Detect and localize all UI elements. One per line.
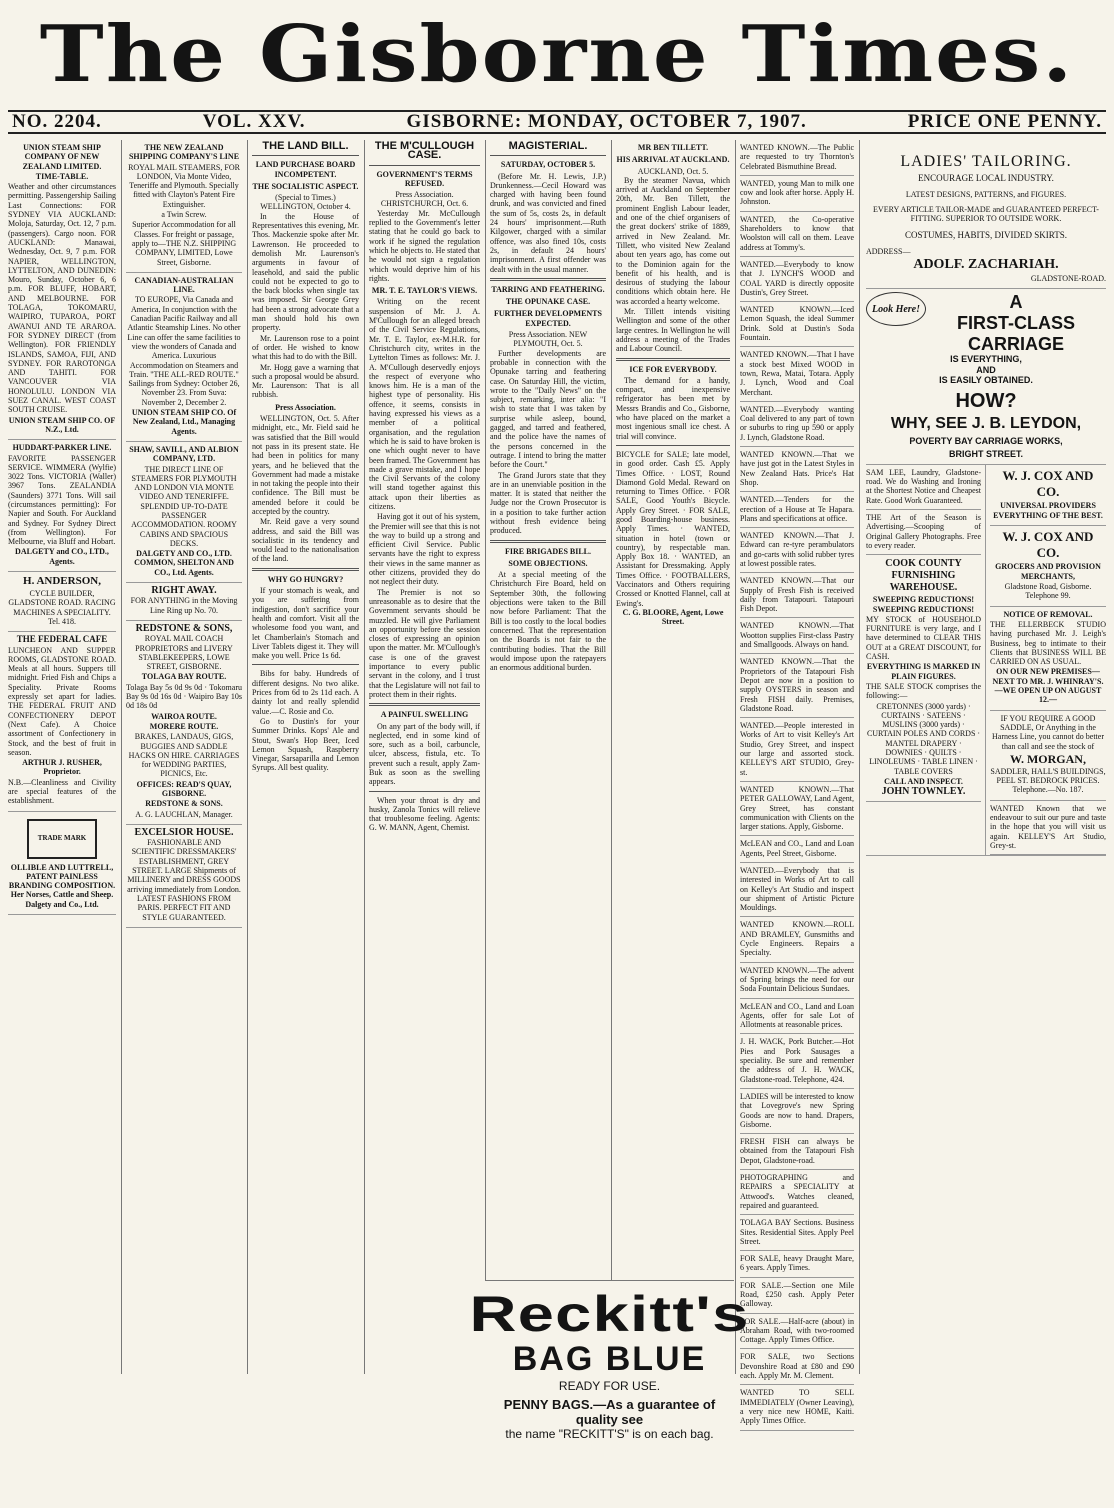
ad-body: IF YOU REQUIRE A GOOD SADDLE, Or Anything in the Harness Line, you cannot do better than call and see the stock of	[992, 713, 1104, 751]
article-paragraph: Further developments are probable in connection with the Opunake tarring and feathering case. On Saturday Hill, the victim, wrote to the "Daily News" on the subject, remarking, inter alia: "I wish to state that I was taken by surprise while asleep, bound, gagged, and tarred and feathered, and the police have the names of the persons concerned in the outrage. I intend to bring the matter before the Court."	[490, 348, 606, 470]
place-date: GISBORNE: MONDAY, OCTOBER 7, 1907.	[406, 111, 807, 132]
article-byline: Press Association. CHRISTCHURCH, Oct. 6.	[380, 190, 469, 209]
ad-body: BRAKES, LANDAUS, GIGS, BUGGIES AND SADDLE HACKS ON HIRE. CARRIAGES for WEDDING PARTIES, PICNICS, Etc.	[128, 732, 240, 779]
classified-ad: WANTED KNOWN.—That I have a stock best Mixed WOOD in town, Rewa, Matai, Totara. Apply J. Lynch, Wood and Coal Merchant.	[740, 347, 854, 401]
ad-title: W. J. COX AND CO.	[1002, 529, 1094, 561]
volume-number: VOL. XXV.	[202, 111, 306, 132]
ad-manager: A. G. LAUCHLAN, Manager.	[135, 809, 233, 819]
ad-title: EXCELSIOR HOUSE.	[134, 826, 234, 838]
ad-offices: OFFICES: READ'S QUAY, GISBORNE.	[136, 779, 232, 798]
classified-ad: WANTED KNOWN.—That we have just got in the Latest Styles in New Zealand Hats. Price's Hat Shop.	[740, 447, 854, 492]
carriage-ad	[866, 289, 1106, 464]
ollible-ad	[8, 812, 116, 915]
reckitts-wordmark: Reckitt's	[469, 1286, 750, 1342]
canadian-australian-ad	[126, 273, 242, 442]
column-2	[121, 140, 246, 1374]
ad-items: CRETONNES (3000 yards) · CURTAINS · SATEENS · MUSLINS (3000 yards) · CURTAIN POLES AND CORDS · MANTEL DRAPERY · DOWNIES · QUILTS · LINOLEUMS · TABLE LINEN · TABLE COVERS	[866, 701, 981, 776]
classified-ad: WANTED, young Man to milk one cow and look after horse. Apply H. Johnston.	[740, 176, 854, 212]
reckitts-ad	[469, 1280, 750, 1508]
classified-ad: WANTED.—People interested in Works of Art to visit Kelley's Art Studio, Grey Street, and inspect our large and assorted stock. KELLEY'S ART STUDIO, Grey-st.	[740, 718, 854, 782]
ad-body: TO EUROPE, Via Canada and America, In conjunction with the Canadian Pacific Railway and all Atlantic Steamship Lines. No other Line can offer the same facilities to view the wonders of Canada and America. Luxurious Accommodation on Steamers and Train. "THE ALL-RED ROUTE." Sailings from Sydney: October 26, November 23. From Suva: November 2, December 2.	[127, 295, 241, 407]
article-paragraph: Bibs for baby. Hundreds of different designs. No two alike. Prices from 6d to 2s 11d each. A dainty lot and really splendid value.—C. Rosie and Co.	[252, 669, 359, 716]
classified-ad: WANTED, the Co-operative Shareholders to know that Woolston will call on them. Leave address at Tommy's.	[740, 212, 854, 257]
tailoring-ad	[866, 140, 1106, 289]
classified-ad: FOR SALE.—Half-acre (about) in Abraham Road, with two-roomed Cottage. Apply Times Office.	[740, 1314, 854, 1350]
reckitts-content	[469, 1286, 750, 1441]
saddler-ad	[990, 711, 1106, 801]
article-paragraph: The Premier is not so unreasonable as to desire that the Government servants should be muzzled. He will give Parliament an opportunity before the session closes of expressing an opinion upon the matter. Mr. M'Cullough's case is one of the gravest importance to every public servant in the colony, and I trust that the Legislature will not fail to protect them in their rights.	[369, 587, 480, 699]
reckitts-guarantee-2: the name "RECKITT'S" is on each bag.	[505, 1427, 714, 1441]
article-paragraph: In the House of Representatives this evening, Mr. Thos. Mackenzie spoke after Mr. Lawrenson. He proceeded to demolish Mr. Laurenson's arguments in favour of leasehold, and said the public could not be expected to go to the back blocks when single tax was imposed. Sir George Grey had been a strong advocate that a man should hold his own property.	[252, 211, 359, 333]
route-fares: Tolaga Bay 5s 0d 9s 0d · Tokomaru Bay 9s 0d 16s 0d · Waipiro Bay 10s 0d 18s 0d	[126, 682, 242, 711]
article-paragraph: (Before Mr. H. Lewis, J.P.) Drunkenness.—Cecil Howard was charged with having been found drunk, and was convicted and fined the sum of 5s, costs 2s, in default 24 hours' imprisonment.—Ruth Kilgower, charged with a similar offence, was also fined 10s, costs 2s, in default 24 hours' imprisonment. A first offender was dealt with in the usual manner.	[490, 171, 606, 274]
column-3	[247, 140, 363, 1374]
article-paragraph: Having got it out of his system, the Premier will see that this is not the way to build up a strong and efficient Civil Service. Public servants have the right to express their views in the same manner as other citizens, provided they do not neglect their duty.	[369, 512, 480, 587]
route-title: WAIROA ROUTE.	[151, 711, 217, 721]
ad-line: IS EVERYTHING,	[950, 354, 1022, 365]
ad-title: REDSTONE & SONS,	[135, 622, 233, 634]
ad-line: ENCOURAGE LOCAL INDUSTRY.	[918, 173, 1054, 184]
ad-body: FAVORITE PASSENGER SERVICE. WIMMERA (Wylfie) 3022 Tons. VICTORIA (Waller) 3967 Tons. ZEALANDIA (Saunders) 3771 Tons. Will sail (circumstances permitting): For Napier and South. For Auckland and Sydney. For Sydney Direct (from Wellington). For Melbourne, via Bluff and Hobart.	[8, 453, 116, 547]
removal-ad	[990, 607, 1106, 711]
classified-ad: WANTED Known that we endeavour to suit our pure and taste in the hope that you will visit us again. KELLEY'S Art Studio, Grey-st.	[990, 801, 1106, 855]
ad-body: ROYAL MAIL STEAMERS, FOR LONDON, Via Monte Video, Teneriffe and Plymouth. Specially fitted with Clayton's Patent Fire Extinguisher.	[128, 162, 240, 209]
nz-shipping-ad	[126, 140, 242, 273]
ad-line: FIRST-CLASS	[956, 313, 1075, 334]
ad-proprietor: ARTHUR J. RUSHER, Proprietor.	[22, 758, 102, 777]
ad-line: THE SALE STOCK comprises the following:—	[866, 681, 981, 701]
ad-name: W. MORGAN,	[1010, 751, 1086, 766]
ad-line: EVERYTHING OF THE BEST.	[993, 511, 1103, 521]
article-subhead: THE OPUNAKE CASE.	[505, 297, 591, 307]
column-6	[611, 140, 734, 1374]
newspaper-page	[8, 6, 1106, 1441]
article-subhead: LAND PURCHASE BOARD INCOMPETENT.	[255, 160, 356, 179]
classified-ad: WANTED KNOWN.—That our Supply of Fresh Fish is received daily from Tatapouri. Tatapouri Fish Depot.	[740, 573, 854, 618]
classified-ad: WANTED KNOWN.—That the Proprietors of the Tatapouri Fish Depot are now in a position to supply OYSTERS in season and Fresh FISH daily. Premises, Gladstone Road.	[740, 654, 854, 718]
route-title: TOLAGA BAY ROUTE.	[141, 672, 227, 682]
ad-title: H. ANDERSON,	[23, 575, 101, 588]
reckitts-guarantee: PENNY BAGS.—As a guarantee of quality see	[503, 1397, 716, 1427]
ad-footer: DALGETY and CO., LTD., Agents.	[15, 547, 109, 566]
article-subhead: FURTHER DEVELOPMENTS EXPECTED.	[494, 309, 602, 328]
article-paragraph: Go to Dustin's for your Summer Drinks. Kops' Ale and Stout, Swan's Hop Beer, Iced Lemon Squash, Raspberry Vinegar, Sarsaparilla and Lemon Syrups. All best quality.	[252, 716, 359, 773]
classified-ad: WANTED.—Everybody wanting Coal delivered to any part of town or suburbs to ring up 590 or apply J. Lynch, Gladstone Road.	[740, 402, 854, 447]
article-byline: AUCKLAND, Oct. 5.	[637, 166, 709, 176]
article-subhead: HIS ARRIVAL AT AUCKLAND.	[616, 155, 730, 165]
article-subhead: SATURDAY, OCTOBER 5.	[500, 160, 596, 170]
classified-ad: WANTED KNOWN.—That Wootton supplies First-class Pastry and Smallgoods. Always on hand.	[740, 618, 854, 654]
article-subhead: THE SOCIALISTIC ASPECT.	[252, 181, 359, 191]
ad-line: HOW?	[955, 390, 1017, 413]
ad-body: LUNCHEON AND SUPPER ROOMS, GLADSTONE ROAD. Meals at all hours. Suppers till midnight. Fried Fish and Chips a Speciality. Private Rooms expressly set apart for ladies. THE FEDERAL FRUIT AND CONFECTIONERY DEPOT (Next Cafe). A Choice assortment of Confectionery in Stock, and the best of fruit in season.	[8, 645, 116, 757]
ad-line: GROCERS AND PROVISION MERCHANTS,	[995, 562, 1101, 581]
article-headline: WHY GO HUNGRY?	[267, 574, 344, 584]
ad-footer: Superior Accommodation for all Classes. For freight or passage, apply to—THE N.Z. SHIPPING COMPANY, LIMITED, Lowe Street, Gisborne.	[131, 220, 237, 267]
excelsior-ad	[126, 825, 242, 928]
ad-name: ADOLF. ZACHARIAH.	[913, 257, 1059, 273]
article-headline: MR BEN TILLETT.	[637, 143, 709, 152]
classified-ad: FRESH FISH can always be obtained from the Tatapouri Fish Depot, Gladstone-road.	[740, 1134, 854, 1170]
article-paragraph: Mr. Laurenson rose to a point of order. He wished to know what this had to do with the Bill.	[252, 333, 359, 362]
article-paragraph: Yesterday Mr. McCullough replied to the Government's letter stating that he could go back to work if he signed the regulation which he objects to. He stated that he would not sign a regulation which would deprive him of his rights.	[369, 208, 480, 283]
article-headline: ICE FOR EVERYBODY.	[629, 364, 717, 374]
ad-body: MY STOCK of HOUSEHOLD FURNITURE is very large, and I have determined to CLEAR THIS OUT at a GREAT DISCOUNT, for CASH.	[866, 614, 981, 662]
ad-footer: DALGETY AND CO., LTD. COMMON, SHELTON AND CO., Ltd. Agents.	[134, 549, 234, 577]
classified-ad: PHOTOGRAPHING and REPAIRS a SPECIALITY at Attwood's. Watches cleaned, repaired and guaranteed.	[740, 1170, 854, 1215]
ad-address-label: ADDRESS—	[866, 246, 911, 256]
article-paragraph: By the steamer Navua, which arrived at Auckland on September 20th, Mr. Ben Tillett, the prominent English Labour leader, and one of the chief organisers of the great dockers' strike of 1889, arrived in New Zealand. Mr. Tillett, who visited New Zealand about ten years ago, has come out to the Dominion again for the benefit of his health, and is desirous of studying the labour conditions which obtain here. He was accorded a hearty welcome.	[616, 175, 730, 306]
article-paragraph: At a special meeting of the Christchurch Fire Board, held on September 30th, the following objections were taken to the Bill now before Parliament: That the Bill is too costly to the local bodies concerned. That the representation on the Boards is not fair to the contributing bodies. That the Bill would impose upon the ratepayers an enormous additional burden.	[490, 570, 606, 673]
ad-title: THE FEDERAL CAFE	[16, 634, 108, 645]
ad-body: ROYAL MAIL COACH PROPRIETORS and LIVERY STABLEKEEPERS, LOWE STREET, GISBORNE.	[135, 634, 233, 672]
ad-title: NOTICE OF REMOVAL.	[1003, 609, 1093, 619]
ad-subtitle: TIME-TABLE.	[35, 171, 89, 181]
dateline-bar	[8, 110, 1106, 134]
ad-title: CANADIAN-AUSTRALIAN LINE.	[134, 275, 234, 295]
ad-line: SADDLER, HALL'S BUILDINGS, PEEL ST. BEDROCK PRICES. Telephone.—No. 187.	[990, 766, 1106, 795]
column-5	[485, 140, 610, 1374]
ad-body: FOR ANYTHING in the Moving Line Ring up No. 70.	[130, 596, 238, 615]
ad-title: W. J. COX AND CO.	[1002, 467, 1094, 499]
column-8	[859, 140, 1106, 1374]
ad-line: CALL AND INSPECT.	[884, 776, 963, 786]
ad-title: HUDDART-PARKER LINE.	[12, 443, 112, 453]
ad-line: Gladstone Road, Gisborne. Telephone 99.	[1004, 582, 1092, 601]
article-headline: FIRE BRIGADES BILL.	[504, 546, 592, 556]
article-paragraph: WELLINGTON, Oct. 5. After midnight, etc., Mr. Field said he was satisfied that the Bill would not pass in its present state. He had been in politics for many years, and he believed that the Government had made a mistake in not taking the people into their confidence. The Bill must be amended before it could be accepted by the country.	[252, 414, 359, 516]
cox-ad-1	[990, 465, 1106, 527]
classified-ad: McLEAN and CO., Land and Loan Agents, Peel Street, Gisborne.	[740, 836, 854, 863]
ad-line: CARRIAGE	[967, 334, 1064, 355]
article-paragraph: The Grand Jurors state that they are in an unenviable position in the matter. It is stated that neither the Judge nor the Crown Prosecutor is in a position to take further action without fresh evidence being produced.	[490, 470, 606, 536]
article-paragraph: If your stomach is weak, and you are suffering from indigestion, don't sacrifice your health and comfort. Visit all the wholesome food you want, and let Chamberlain's Stomach and Liver Tablets digest it. They will make you well. Price 1s 6d.	[252, 586, 359, 661]
classified-agent: C. G. BLOORE, Agent, Lowe Street.	[622, 607, 724, 627]
classified-ad: WANTED.—Tenders for the erection of a House at Te Hapara. Plans and specifications at office.	[740, 492, 854, 528]
article-subhead: MR. T. E. TAYLOR'S VIEWS.	[371, 286, 478, 296]
article-paragraph: The demand for a handy, compact, and inexpensive refrigerator has been met by Messrs Brandis and Co., Gisborne, who have placed on the market a most ingenious small ice chest. A trial will convince.	[616, 375, 730, 441]
classified-ad: J. H. WACK, Pork Butcher.—Hot Pies and Pork Sausages a speciality. Be sure and remember the address of J. H. WACK, Gladstone-road. Telephone, 424.	[740, 1034, 854, 1088]
cox-ad-2	[990, 526, 1106, 606]
left-ads	[866, 465, 986, 855]
union-steam-ad	[8, 140, 116, 440]
article-headline: A PAINFUL SWELLING	[380, 710, 469, 720]
classified-ad: WANTED KNOWN.—That PETER GALLOWAY, Land Agent, Grey Street, has constant communication with Clients on the larger stations. Apply, Gisborne.	[740, 782, 854, 836]
classified-ad: WANTED TO SELL IMMEDIATELY (Owner Leaving), a very nice new HOME, Kaiti. Apply Times Office.	[740, 1385, 854, 1430]
anderson-ad	[8, 572, 116, 632]
issue-number: NO. 2204.	[12, 111, 102, 132]
ad-body: Weather and other circumstances permitting. Passengership Sailing Last Connections: FOR SYDNEY VIA AUCKLAND: Moloja, Saturday, Oct. 12, 7 p.m. (passengers). Cargo noon. FOR AUCKLAND: Manawai, Wednesday, Oct. 9, 7 p.m. FOR NAPIER, WELLINGTON, LYTTELTON, AND DUNEDIN: Mouro, Sunday, October 6, 6 p.m. FOR BLUFF, HOBART, AND MELBOURNE. FOR TOLAGA, TOKOMARU, WAIPIRO, TUPAROA, PORT AWANUI AND TE ARAROA. FOR SYDNEY DIRECT (from Wellington). FOR FRIENDLY ISLANDS, SAMOA, FIJI, AND SYDNEY. FOR RAROTONGA AND TAHITI. FOR VANCOUVER VIA HONOLULU. LONDON VIA SUEZ CANAL. WEST COAST SOUTH CRUISE.	[8, 182, 116, 415]
ad-body: CYCLE BUILDER, GLADSTONE ROAD. RACING MACHINES A SPECIALITY. Tel. 418.	[8, 589, 116, 626]
classified-ad: WANTED KNOWN.—Iced Lemon Squash, the ideal Summer Drink. Sold at Dustin's Soda Fountain.	[740, 302, 854, 347]
huddart-parker-ad	[8, 440, 116, 572]
ad-line: LATEST DESIGNS, PATTERNS, and FIGURES.	[905, 189, 1067, 199]
ad-footer: UNION STEAM SHIP CO. Of New Zealand, Ltd., Managing Agents.	[131, 408, 237, 436]
trade-mark-seal-icon: TRADE MARK	[27, 819, 97, 859]
look-here-badge: Look Here!	[866, 292, 926, 326]
ad-line: A	[1009, 292, 1023, 313]
article-paragraph: Writing on the recent suspension of Mr. J. A. M'Cullough for an alleged breach of the Civil Service Regulations, Mr. T. E. Taylor, ex-M.H.R. for Christchurch city, writes in the Lyttelton Times as follows: Mr. J. A. M'Cullough deservedly enjoys the respect of everyone who knows him. He is a man of the highest type of personality. His offence, it seems, consists in having expressed his views as a member of a political organisation, and the regulation which he is said to have broken is one which ought never to have been framed. The Government has made a grave mistake, and I hope the Civil Servants of the colony will stand together against this attack upon their liberties as citizens.	[369, 297, 480, 511]
ad-title: UNION STEAM SHIP COMPANY OF NEW ZEALAND LIMITED.	[22, 143, 102, 171]
classified-ad: FOR SALE, two Sections Devonshire Road at £80 and £90 each. Apply Mr. M. Clement.	[740, 1349, 854, 1385]
article-byline: Press Association. NEW PLYMOUTH, Oct. 5.	[508, 330, 588, 349]
right-away-ad	[126, 583, 242, 621]
federal-cafe-ad	[8, 632, 116, 811]
cook-county-ad	[866, 555, 981, 802]
ad-line: SWEEPING REDUCTIONS! SWEEPING REDUCTIONS!	[872, 595, 975, 614]
ad-title: RIGHT AWAY.	[151, 585, 217, 597]
article-subhead: Press Association.	[275, 402, 336, 412]
ad-line: WHY, SEE J. B. LEYDON,	[890, 415, 1082, 433]
article-paragraph: Mr. Tillett intends visiting Wellington and some of the other large centres. In Wellington he will address a meeting of the Trades and Labour Council.	[616, 307, 730, 354]
article-headline: MAGISTERIAL.	[508, 140, 588, 152]
classified-ad: FOR SALE.—Section one Mile Road, £250 cash. Apply Peter Galloway.	[740, 1278, 854, 1314]
ad-note: a Twin Screw.	[161, 210, 207, 220]
article-headline: THE M'CULLOUGH CASE.	[374, 140, 475, 162]
classified-ads: BICYCLE for SALE; late model, in good order. Cash £5. Apply Times Office. · LOST, Round Diamond Gold Medal. Reward on returning to Times Office. · FOR SALE, Good Youth's Bicycle. Apply Grey Street. · FOR SALE, good Boarding-house business. Apply Times. · WANTED, situation in hotel (town or country), by respectable man. Apply Box 18. · WANTED, an Assistant for Dressmaking. Apply Times Office. · FOOTBALLERS, Vaccinators and Others requiring Crossed or Knotted Flannel, call at Ewing's.	[616, 449, 730, 608]
classified-ad: WANTED KNOWN.—The Public are requested to try Thornton's Celebrated Bismuthine Bread.	[740, 140, 854, 176]
ad-line: ON OUR NEW PREMISES— NEXT TO MR. J. WHINRAY'S. —WE OPEN UP ON AUGUST 12.—	[992, 667, 1104, 705]
article-headline: TARRING AND FEATHERING.	[491, 284, 605, 294]
photo-ad: THE Art of the Season is Advertising.—Scooping of Original Gallery Photographs. Free to every reader.	[866, 510, 981, 555]
ad-line: BRIGHT STREET.	[948, 448, 1023, 459]
ad-body: FASHIONABLE AND SCIENTIFIC DRESSMAKERS' ESTABLISHMENT, GREY STREET. LARGE Shipments of MILLINERY and DRESS GOODS arriving immediately from London. LATEST FASHIONS FROM PARIS. PERFECT FIT AND STYLE GUARANTEED.	[127, 838, 241, 922]
classified-ad: WANTED.—Everybody that is interested in Works of Art to call on Kelley's Art Studio and inspect our shipment of Artistic Picture Mouldings.	[740, 863, 854, 917]
ad-line: IS EASILY OBTAINED.	[939, 374, 1033, 385]
price: PRICE ONE PENNY.	[907, 111, 1102, 132]
ad-title: LADIES' TAILORING.	[900, 153, 1072, 170]
classified-ad: WANTED KNOWN.—The advent of Spring brings the need for our Soda Fountain Delicious Sundaes.	[740, 963, 854, 999]
column-4	[364, 140, 484, 1374]
ad-line: COSTUMES, HABITS, DIVIDED SKIRTS.	[905, 230, 1067, 241]
article-byline: (Special to Times.) WELLINGTON, October 4.	[260, 193, 351, 212]
shaw-savill-ad	[126, 442, 242, 583]
ad-note: N.B.—Cleanliness and Civility are special features of the establishment.	[8, 777, 116, 806]
route-title: MORERE ROUTE.	[149, 721, 219, 731]
article-paragraph: Mr. Reid gave a very sound address, and said the Bill was socialistic in its tendency and would lead to the nationalisation of the land.	[252, 517, 359, 564]
classified-ad: WANTED KNOWN.—That J. Edward can re-tyre perambulators and go-carts with solid rubber tyres at lowest possible rates.	[740, 528, 854, 573]
right-ads	[986, 465, 1106, 855]
ad-title: SHAW, SAVILL, AND ALBION COMPANY, LTD.	[129, 444, 239, 464]
ad-body: THE ELLERBECK STUDIO having purchased Mr. J. Leigh's Business, beg to intimate to their Clients that BUSINESS WILL BE CARRIED ON AS USUAL.	[990, 619, 1106, 667]
classified-ad: WANTED.—Everybody to know that J. LYNCH'S WOOD and COAL YARD is directly opposite Dustin's, Grey Street.	[740, 257, 854, 302]
ad-line: AND	[976, 364, 996, 375]
ad-title: COOK COUNTY FURNISHING WAREHOUSE.	[885, 558, 962, 594]
article-paragraph: Mr. Hogg gave a warning that such a proposal would be absurd. Mr. Laurenson: That is all rubbish.	[252, 362, 359, 400]
classified-ad: LADIES will be interested to know that Lovegrove's new Spring Goods are now to hand. Drapers, Gisborne.	[740, 1089, 854, 1134]
column-1	[8, 140, 120, 1374]
reckitts-product: BAG BLUE	[512, 1340, 707, 1378]
masthead	[8, 6, 1106, 102]
redstone-ad	[126, 621, 242, 825]
ad-line: EVERY ARTICLE TAILOR-MADE and GUARANTEED PERFECT-FITTING. SUPERIOR TO OUTSIDE WORK.	[873, 204, 1099, 224]
reckitts-tagline: READY FOR USE.	[558, 1379, 661, 1393]
classified-ad: FOR SALE, heavy Draught Mare, 6 years. Apply Times.	[740, 1251, 854, 1278]
ad-body: THE DIRECT LINE OF STEAMERS FOR PLYMOUTH AND LONDON VIA MONTE VIDEO AND TENERIFFE. SPLENDID UP-TO-DATE PASSENGER ACCOMMODATION. ROOMY CABINS AND SPACIOUS DECKS.	[131, 464, 237, 548]
ad-name: JOHN TOWNLEY.	[881, 786, 966, 798]
ad-footer: UNION STEAM SHIP CO. OF N.Z., Ltd.	[8, 415, 116, 434]
article-subhead: SOME OBJECTIONS.	[508, 558, 588, 568]
ad-line: POVERTY BAY CARRIAGE WORKS,	[909, 436, 1063, 447]
page-body	[8, 140, 1106, 1441]
classified-ad: TOLAGA BAY Sections. Business Sites. Residential Sites. Apply Peel Street.	[740, 1215, 854, 1251]
masthead-title: The Gisborne Times.	[39, 8, 1075, 100]
article-paragraph: On any part of the body will, if neglected, end in some kind of sore, such as a boil, carbuncle, ulcer, abscess, fistula, etc. To prevent such a result, apply Zam-Buk as soon as the swelling appears.	[369, 721, 480, 787]
classified-ad: McLEAN and CO., Land and Loan Agents, offer for sale Lot of Allotments at reasonable prices.	[740, 999, 854, 1035]
ad-title: THE NEW ZEALAND SHIPPING COMPANY'S LINE	[128, 143, 240, 162]
classified-ad: WANTED KNOWN.—ROLL AND BRAMLEY, Gunsmiths and Cycle Engineers. Repairs a Specialty.	[740, 917, 854, 962]
ad-footer: REDSTONE & SONS.	[145, 799, 223, 809]
ad-location: GLADSTONE-ROAD.	[1030, 274, 1106, 284]
laundry-ad: SAM LEE, Laundry, Gladstone-road. We do Washing and Ironing at the Shortest Notice and Cheapest Rate. Good Work Guaranteed.	[866, 465, 981, 510]
ad-line: EVERYTHING IS MARKED IN PLAIN FIGURES.	[866, 662, 981, 681]
column-7	[735, 140, 858, 1426]
ad-line: UNIVERSAL PROVIDERS	[1000, 500, 1096, 510]
article-subhead: GOVERNMENT'S TERMS REFUSED.	[376, 169, 473, 188]
article-paragraph: When your throat is dry and husky, Zanola Tonics will relieve that troublesome feeling. Agents: G. W. MANN, Agent, Chemist.	[369, 795, 480, 833]
ad-body: OLLIBLE AND LUTTRELL, PATENT PAINLESS BRANDING COMPOSITION. Her Norses, Cattle and Sheep. Dalgety and Co., Ltd.	[8, 862, 116, 909]
split-ads-row	[866, 465, 1106, 856]
article-headline: THE LAND BILL.	[262, 140, 349, 152]
